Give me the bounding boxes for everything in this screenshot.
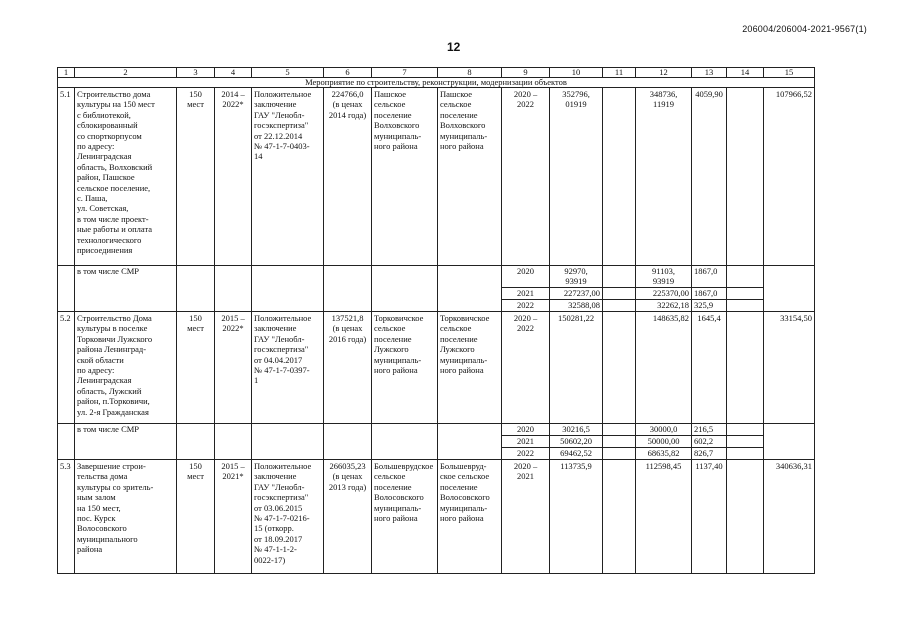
col-header: 7 <box>372 68 438 78</box>
object-name: Завершение строи- тельства дома культуры со зритель- ным залом на 150 мест, пос. Курск Волосовского муниципального района <box>75 460 177 574</box>
section-title: Мероприятие по строительству, реконструкции, модернизации объектов <box>58 78 815 88</box>
empty-cell <box>177 266 215 312</box>
empty-cell <box>603 448 636 460</box>
customer: Большеврудское сельское поселение Волосовского муниципаль- ного района <box>372 460 438 574</box>
empty-cell <box>438 266 502 312</box>
smr-regional: 225370,00 <box>636 288 692 300</box>
empty-cell <box>603 300 636 312</box>
estimated-cost: 266035,23 (в ценах 2013 года) <box>324 460 372 574</box>
capacity: 150 мест <box>177 460 215 574</box>
capacity: 150 мест <box>177 312 215 424</box>
empty-cell <box>372 266 438 312</box>
empty-cell <box>727 424 764 436</box>
table-row <box>58 460 815 574</box>
smr-local: 1867,0 <box>692 266 727 288</box>
smr-local: 216,5 <box>692 424 727 436</box>
local-budget: 1645,4 <box>692 312 727 424</box>
total-financing: 113735,9 <box>550 460 603 574</box>
empty-cell <box>438 424 502 460</box>
financing-years: 2020 – 2022 <box>502 312 550 424</box>
remaining-cost: 340636,31 <box>764 460 815 574</box>
smr-year: 2021 <box>502 436 550 448</box>
empty-cell <box>58 266 75 312</box>
regional-budget: 348736, 11919 <box>636 88 692 266</box>
col-header: 9 <box>502 68 550 78</box>
empty-cell <box>727 436 764 448</box>
empty-cell <box>215 266 252 312</box>
federal-budget <box>603 312 636 424</box>
other-sources <box>727 312 764 424</box>
object-name: Строительство дома культуры на 150 мест с библиотекой, сблокированный со спорткорпусом по адресу: Ленинградская область, Волховский район, Пашское сельское поселение, с. Паша, ул. Советская, в том числе проект- ные работы и оплата технологического присоединения <box>75 88 177 266</box>
object-name: Строительство Дома культуры в поселке Торковичи Лужского района Ленинград- ской области по адресу: Ленинградская область, Лужский район, п.Торковичи, ул. 2-я Гражданская <box>75 312 177 424</box>
smr-local: 826,7 <box>692 448 727 460</box>
empty-cell <box>177 424 215 460</box>
smr-total: 30216,5 <box>550 424 603 436</box>
table-row <box>58 312 815 424</box>
remaining-cost: 33154,50 <box>764 312 815 424</box>
smr-regional: 91103, 93919 <box>636 266 692 288</box>
empty-cell <box>727 300 764 312</box>
empty-cell <box>58 424 75 460</box>
customer: Торковичское сельское поселение Лужского муниципаль- ного района <box>372 312 438 424</box>
smr-total: 69462,52 <box>550 448 603 460</box>
expertise: Положительное заключение ГАУ "Ленобл- госэкспертиза" от 03.06.2015 № 47-1-7-0216- 15 (откорр. от 18.09.2017 № 47-1-1-2- 0022-17) <box>252 460 324 574</box>
smr-total: 32588,08 <box>550 300 603 312</box>
smr-local: 325,9 <box>692 300 727 312</box>
smr-total: 50602,20 <box>550 436 603 448</box>
executor: Торковичское сельское поселение Лужского муниципаль- ного района <box>438 312 502 424</box>
smr-year: 2022 <box>502 448 550 460</box>
smr-local: 1867,0 <box>692 288 727 300</box>
empty-cell <box>603 424 636 436</box>
customer: Пашское сельское поселение Волховского муниципаль- ного района <box>372 88 438 266</box>
page-number: 12 <box>447 40 461 54</box>
smr-total: 92970, 93919 <box>550 266 603 288</box>
smr-regional: 68635,82 <box>636 448 692 460</box>
table-row <box>58 88 815 266</box>
section-row <box>58 78 815 88</box>
col-header: 15 <box>764 68 815 78</box>
empty-cell <box>764 266 815 312</box>
smr-year: 2022 <box>502 300 550 312</box>
program-table <box>57 67 815 574</box>
col-header: 5 <box>252 68 324 78</box>
executor: Большевруд- ское сельское поселение Волосовского муниципаль- ного района <box>438 460 502 574</box>
estimated-cost: 224766,0 (в ценах 2014 года) <box>324 88 372 266</box>
capacity: 150 мест <box>177 88 215 266</box>
smr-year: 2021 <box>502 288 550 300</box>
expertise: Положительное заключение ГАУ "Ленобл- госэкспертиза" от 22.12.2014 № 47-1-7-0403- 14 <box>252 88 324 266</box>
other-sources <box>727 88 764 266</box>
smr-regional: 30000,0 <box>636 424 692 436</box>
col-header: 6 <box>324 68 372 78</box>
col-header: 1 <box>58 68 75 78</box>
empty-cell <box>252 266 324 312</box>
col-header: 11 <box>603 68 636 78</box>
col-header: 10 <box>550 68 603 78</box>
local-budget: 4059,90 <box>692 88 727 266</box>
smr-regional: 50000,00 <box>636 436 692 448</box>
smr-year: 2020 <box>502 266 550 288</box>
col-header: 12 <box>636 68 692 78</box>
smr-year: 2020 <box>502 424 550 436</box>
table-row <box>58 424 815 436</box>
empty-cell <box>764 424 815 460</box>
regional-budget: 148635,82 <box>636 312 692 424</box>
empty-cell <box>252 424 324 460</box>
empty-cell <box>727 448 764 460</box>
empty-cell <box>603 266 636 288</box>
smr-label: в том числе СМР <box>75 266 177 312</box>
col-header: 3 <box>177 68 215 78</box>
col-header: 4 <box>215 68 252 78</box>
financing-years: 2020 – 2021 <box>502 460 550 574</box>
federal-budget <box>603 88 636 266</box>
row-number: 5.3 <box>58 460 75 574</box>
col-header: 2 <box>75 68 177 78</box>
federal-budget <box>603 460 636 574</box>
smr-total: 227237,00 <box>550 288 603 300</box>
period: 2015 – 2021* <box>215 460 252 574</box>
empty-cell <box>215 424 252 460</box>
expertise: Положительное заключение ГАУ "Ленобл- госэкспертиза" от 04.04.2017 № 47-1-7-0397- 1 <box>252 312 324 424</box>
total-financing: 352796, 01919 <box>550 88 603 266</box>
smr-label: в том числе СМР <box>75 424 177 460</box>
remaining-cost: 107966,52 <box>764 88 815 266</box>
empty-cell <box>603 288 636 300</box>
smr-local: 602,2 <box>692 436 727 448</box>
row-number: 5.1 <box>58 88 75 266</box>
other-sources <box>727 460 764 574</box>
period: 2015 – 2022* <box>215 312 252 424</box>
empty-cell <box>324 266 372 312</box>
col-header: 8 <box>438 68 502 78</box>
regional-budget: 112598,45 <box>636 460 692 574</box>
column-number-row <box>58 68 815 78</box>
financing-years: 2020 – 2022 <box>502 88 550 266</box>
col-header: 13 <box>692 68 727 78</box>
estimated-cost: 137521,8 (в ценах 2016 года) <box>324 312 372 424</box>
empty-cell <box>324 424 372 460</box>
local-budget: 1137,40 <box>692 460 727 574</box>
executor: Пашское сельское поселение Волховского муниципаль- ного района <box>438 88 502 266</box>
total-financing: 150281,22 <box>550 312 603 424</box>
row-number: 5.2 <box>58 312 75 424</box>
empty-cell <box>727 288 764 300</box>
document-id: 206004/206004-2021-9567(1) <box>742 24 867 34</box>
empty-cell <box>372 424 438 460</box>
col-header: 14 <box>727 68 764 78</box>
period: 2014 – 2022* <box>215 88 252 266</box>
empty-cell <box>603 436 636 448</box>
smr-regional: 32262,18 <box>636 300 692 312</box>
empty-cell <box>727 266 764 288</box>
table-row <box>58 266 815 288</box>
